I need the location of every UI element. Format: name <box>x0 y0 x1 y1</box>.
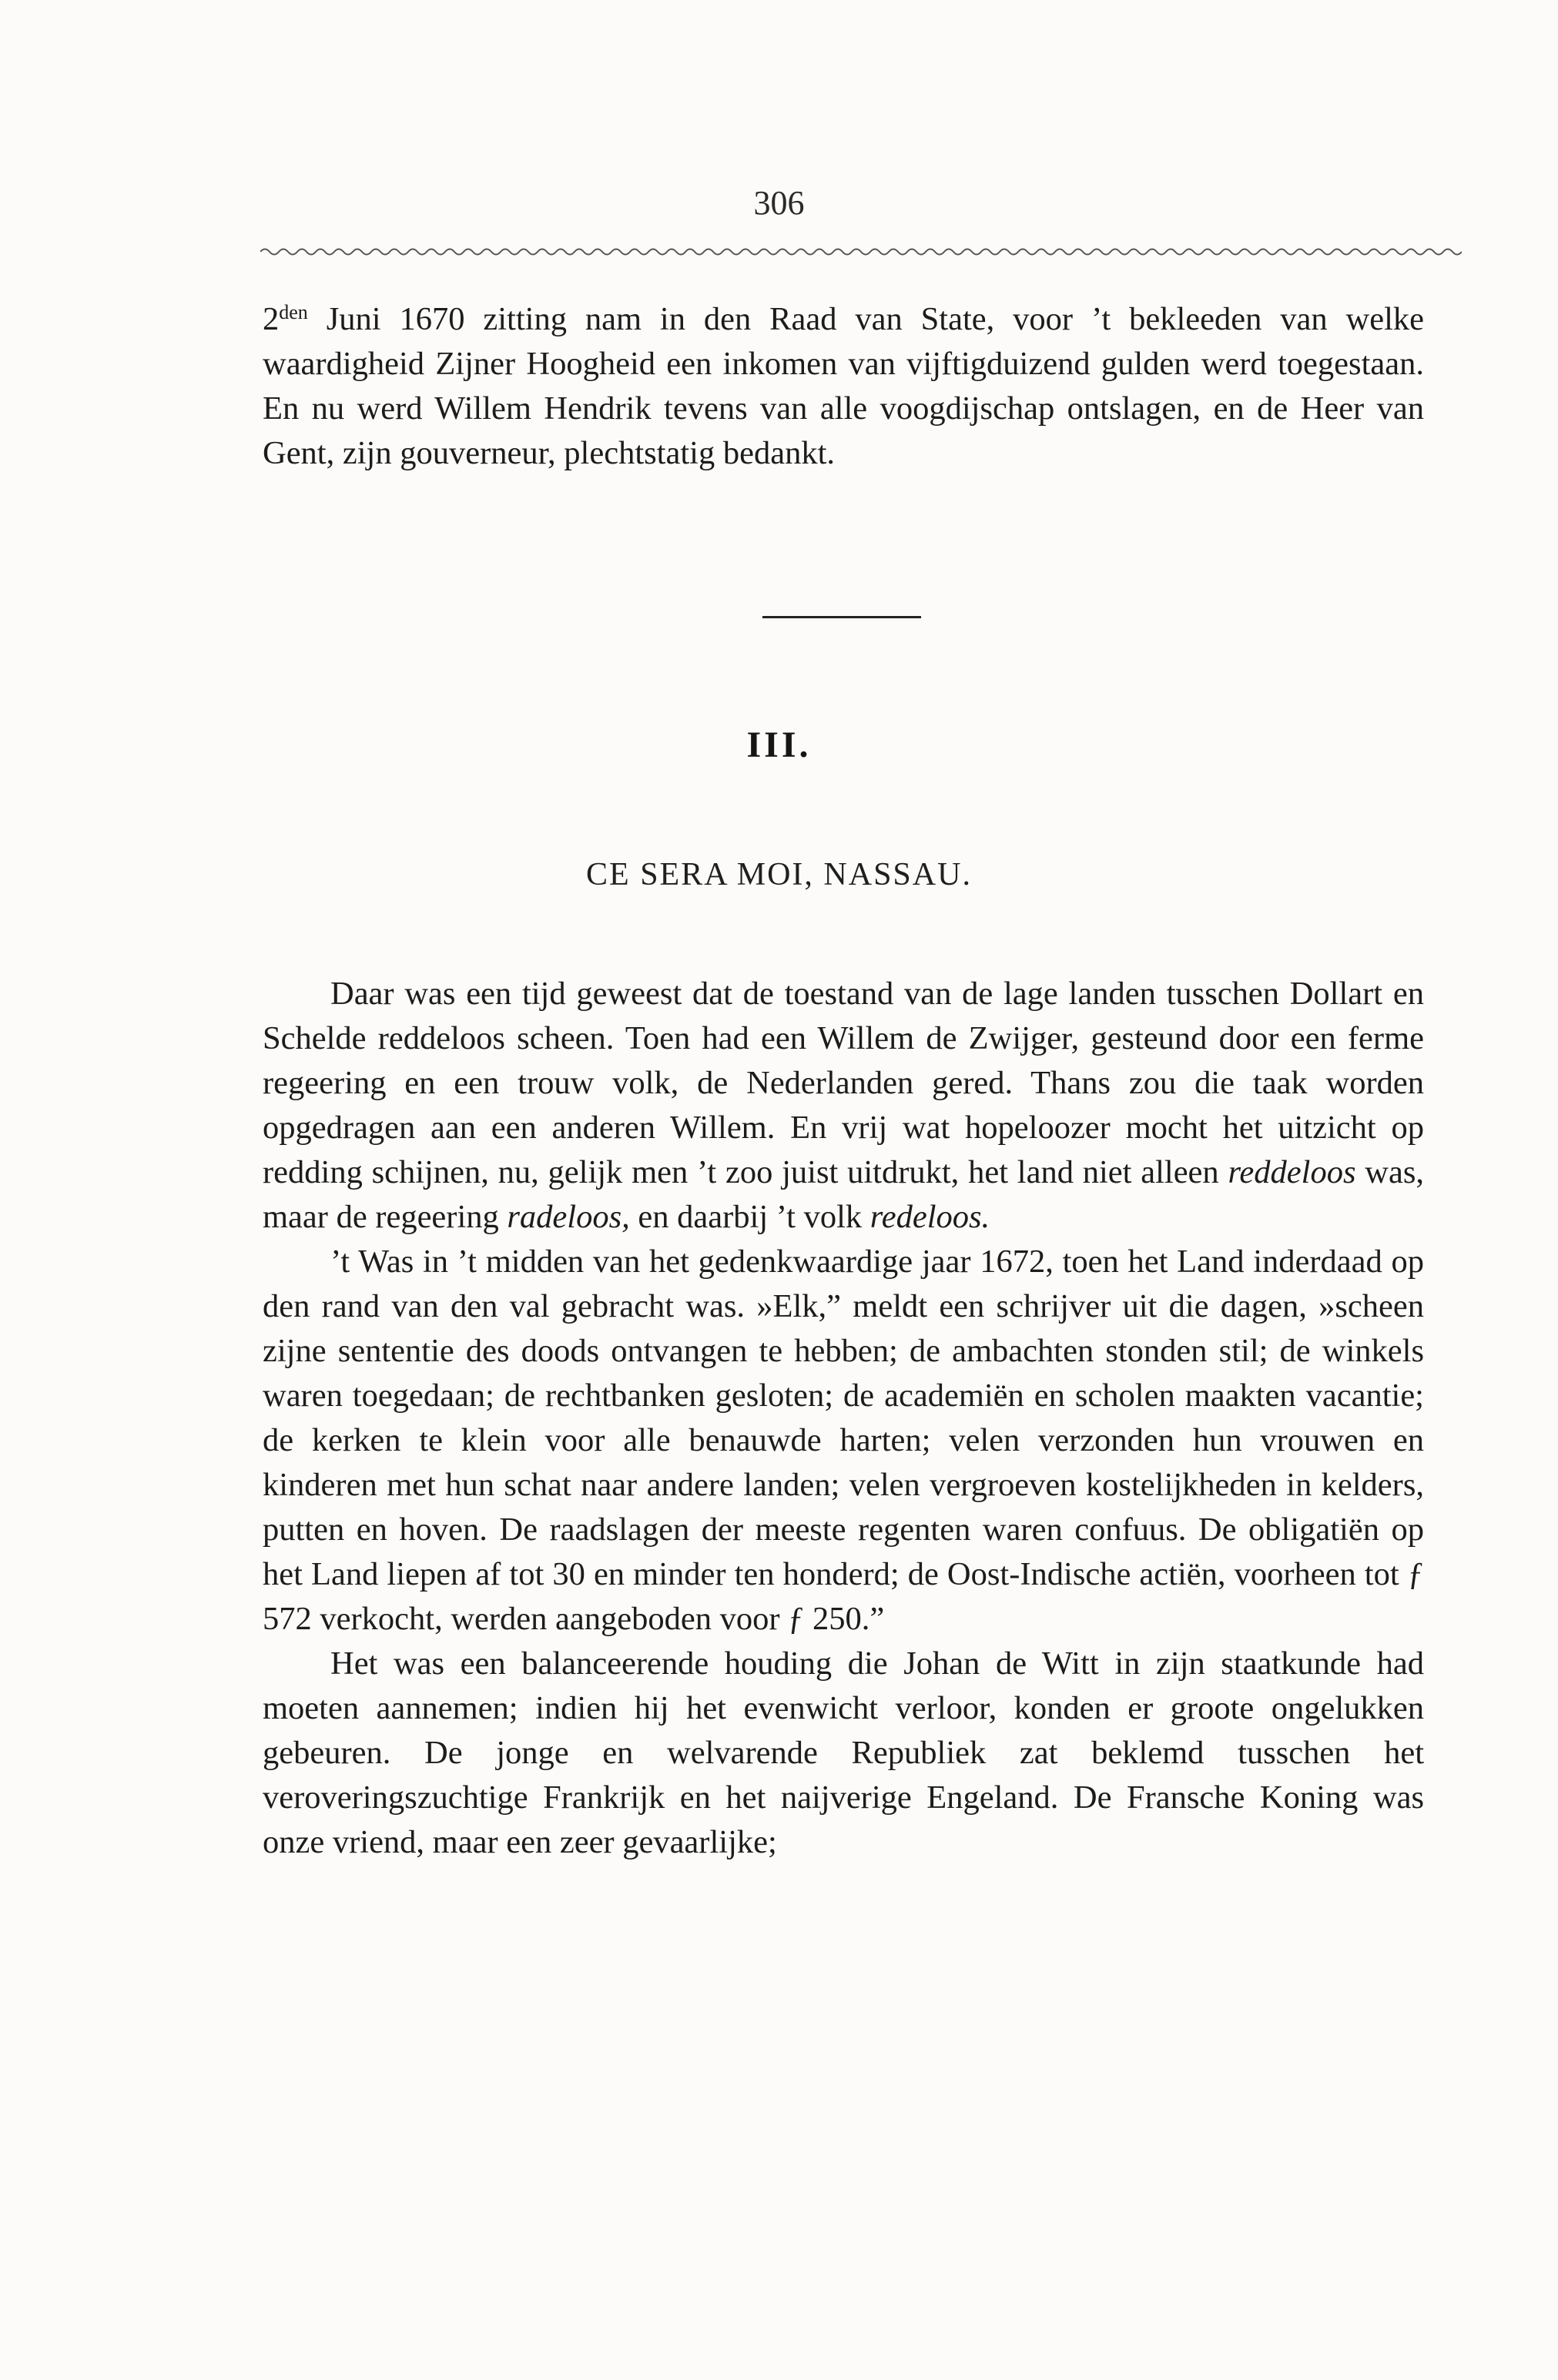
p1-text-a: Daar was een tijd geweest dat de toestand van de lage landen tusschen Dollart en Schelde reddeloos scheen. Toen had een Willem de Zwijger, gesteund door een ferme regeering en een trouw volk, de Nederlanden gered. Thans zou die taak worden opgedragen aan een anderen Willem. En vrij wat hopeloozer mocht het uitzicht op redding schijnen, nu, gelijk men ’t zoo juist uitdrukt, het land niet alleen <box>263 976 1424 1190</box>
intro-paragraph <box>263 297 1424 476</box>
section-title: CE SERA MOI, NASSAU. <box>586 857 972 892</box>
paragraph-3: Het was een balanceerende houding die Johan de Witt in zijn staatkunde had moeten aannemen; indien hij het evenwicht verloor, konden er groote ongelukken gebeuren. De jonge en welvarende Republiek zat beklemd tusschen het veroveringszuchtige Frankrijk en het naijverige Engeland. De Fransche Koning was onze vriend, maar een zeer gevaarlijke; <box>263 1645 1424 1860</box>
ordinal-suffix: den <box>279 301 308 323</box>
paragraph-2: ’t Was in ’t midden van het gedenkwaardige jaar 1672, toen het Land inderdaad op den rand van den val gebracht was. »Elk,” meldt een schrijver uit die dagen, »scheen zijne sententie des doods ontvangen te hebben; de ambachten stonden stil; de winkels waren toegedaan; de rechtbanken gesloten; de academiën en scholen maakten vacantie; de kerken te klein voor alle benauwde harten; velen verzonden hun vrouwen en kinderen met hun schat naar andere landen; velen vergroeven kostelijkheden in kelders, putten en hoven. De raadslagen der meeste regenten waren confuus. De obligatiën op het Land liepen af tot 30 en minder ten honderd; de Oost-Indische actiën, voorheen tot ƒ 572 verkocht, werden aangeboden voor ƒ 250.” <box>263 1244 1424 1637</box>
p1-italic-redeloos: redeloos. <box>869 1199 990 1235</box>
header-wavy-rule <box>260 245 1462 259</box>
p1-text-b: was, maar de regeering <box>263 1154 1424 1235</box>
main-text-block <box>263 972 1424 1865</box>
page-number: 306 <box>753 184 805 222</box>
ordinal-number: 2 <box>263 301 280 337</box>
paragraph-1 <box>263 972 1424 1240</box>
section-divider <box>762 616 921 618</box>
intro-paragraph-block <box>263 297 1424 476</box>
intro-text: Juni 1670 zitting nam in den Raad van State, voor ’t bekleeden van welke waardigheid Zijner Hoogheid een inkomen van vijftigduizend gulden werd toegestaan. En nu werd Willem Hendrik tevens van alle voogdijschap ontslagen, en de Heer van Gent, zijn gouverneur, plechtstatig bedankt. <box>263 301 1424 471</box>
p1-text-c: en daarbij ’t volk <box>629 1199 870 1235</box>
section-number: III. <box>746 725 812 765</box>
p1-italic-radeloos: radeloos, <box>507 1199 630 1235</box>
p1-italic-reddeloos: reddeloos <box>1228 1154 1356 1190</box>
